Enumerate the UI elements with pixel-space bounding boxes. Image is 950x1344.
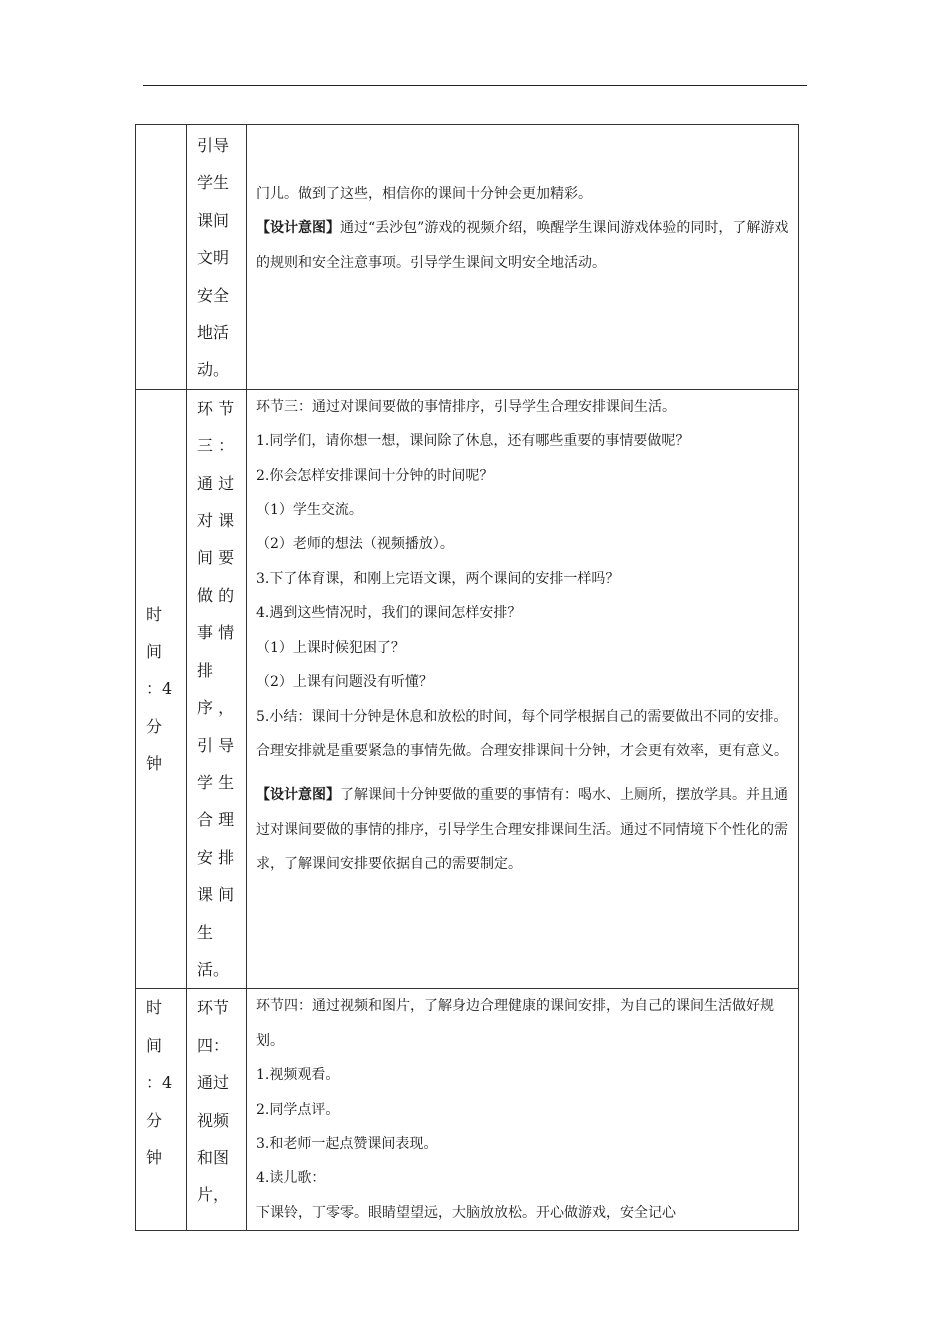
paragraph: （1）学生交流。 bbox=[256, 502, 363, 519]
time-cell bbox=[136, 989, 187, 1231]
time-cell bbox=[136, 125, 187, 390]
time-line: 钟 bbox=[146, 1147, 163, 1167]
design-intent bbox=[256, 778, 790, 881]
paragraph: 3.和老师一起点赞课间表现。 bbox=[256, 1135, 438, 1152]
stage-line: 合 理 bbox=[197, 810, 235, 830]
stage-line: 环节 bbox=[197, 998, 230, 1018]
stage-line: 学生 bbox=[197, 173, 230, 193]
stage-line: 视频 bbox=[197, 1110, 230, 1130]
table-row bbox=[136, 125, 799, 390]
stage-line: 引导 bbox=[197, 136, 230, 155]
paragraph: 环节四：通过视频和图片，了解身边合理健康的课间安排，为自己的课间生活做好规划。 bbox=[256, 998, 774, 1049]
stage-line: 文明 bbox=[197, 248, 230, 268]
stage-line: 引 导 bbox=[197, 735, 235, 755]
paragraph: 5.小结：课间十分钟是休息和放松的时间，每个同学根据自己的需要做出不同的安排。合理安排就是重要紧急的事情先做。合理安排课间十分钟，才会更有效率，更有意义。 bbox=[256, 708, 788, 759]
time-line: 分 bbox=[146, 716, 163, 736]
paragraph: （2）老师的想法（视频播放）。 bbox=[256, 536, 454, 553]
design-intent bbox=[256, 211, 790, 280]
table-row bbox=[136, 989, 799, 1231]
time-line: 间 bbox=[146, 1035, 163, 1055]
stage-line: 学 生 bbox=[197, 772, 235, 792]
time-line: 分 bbox=[146, 1110, 163, 1130]
stage-line: 排 bbox=[197, 660, 214, 680]
stage-line: 通过 bbox=[197, 1073, 230, 1093]
stage-line: 安全 bbox=[197, 285, 230, 305]
design-intent-label: 【设计意图】 bbox=[256, 787, 340, 804]
paragraph: 4.遇到这些情况时，我们的课间怎样安排？ bbox=[256, 605, 522, 622]
content-cell bbox=[247, 125, 799, 390]
stage-line: 序 ， bbox=[197, 698, 235, 718]
stage-cell bbox=[187, 389, 247, 989]
stage-line: 事 情 bbox=[197, 623, 235, 643]
stage-line: 地活 bbox=[197, 323, 230, 343]
stage-line: 片， bbox=[197, 1185, 230, 1205]
stage-line: 动。 bbox=[197, 360, 230, 380]
stage-line: 三 ： bbox=[197, 436, 235, 456]
stage-cell bbox=[187, 125, 247, 390]
paragraph: 门儿。做到了这些，相信你的课间十分钟会更加精彩。 bbox=[256, 186, 592, 202]
paragraph: 下课铃，丁零零。眼睛望望远，大脑放放松。开心做游戏，安全记心 bbox=[256, 1204, 676, 1221]
table-row bbox=[136, 389, 799, 989]
content-cell bbox=[247, 989, 799, 1231]
paragraph: 2.同学点评。 bbox=[256, 1101, 340, 1118]
time-line: ：4 bbox=[146, 1073, 173, 1093]
time-cell bbox=[136, 389, 187, 989]
content-cell bbox=[247, 389, 799, 989]
time-line: 时 bbox=[146, 604, 163, 624]
stage-line: 间 要 bbox=[197, 548, 235, 568]
paragraph: 1.视频观看。 bbox=[256, 1067, 340, 1084]
stage-line: 四： bbox=[197, 1035, 230, 1055]
paragraph: 4.读儿歌： bbox=[256, 1170, 326, 1187]
stage-line: 做 的 bbox=[197, 585, 235, 605]
paragraph: 环节三：通过对课间要做的事情排序，引导学生合理安排课间生活。 bbox=[256, 398, 676, 415]
stage-line: 生 bbox=[197, 922, 214, 942]
paragraph: （1）上课时候犯困了？ bbox=[256, 639, 405, 656]
paragraph: （2）上课有问题没有听懂？ bbox=[256, 674, 433, 691]
design-intent-label: 【设计意图】 bbox=[256, 220, 340, 237]
stage-line: 和图 bbox=[197, 1147, 230, 1167]
paragraph: 2.你会怎样安排课间十分钟的时间呢？ bbox=[256, 467, 494, 484]
stage-line: 课间 bbox=[197, 210, 230, 230]
stage-line: 通 过 bbox=[197, 473, 235, 493]
stage-cell bbox=[187, 989, 247, 1231]
paragraph: 1.同学们，请你想一想，课间除了休息，还有哪些重要的事情要做呢？ bbox=[256, 433, 690, 450]
header-rule bbox=[143, 85, 807, 86]
time-line: ：4 bbox=[146, 679, 173, 699]
stage-line: 活。 bbox=[197, 959, 230, 979]
time-line: 钟 bbox=[146, 754, 163, 774]
lesson-plan-table bbox=[135, 124, 799, 1231]
stage-line: 课 间 bbox=[197, 885, 235, 905]
stage-line: 安 排 bbox=[197, 847, 235, 867]
stage-line: 环 节 bbox=[197, 398, 235, 418]
design-intent-text: 通过“丢沙包”游戏的视频介绍，唤醒学生课间游戏体验的同时，了解游戏的规则和安全注意事项。引导学生课间文明安全地活动。 bbox=[256, 220, 789, 271]
time-line: 时 bbox=[146, 998, 163, 1018]
stage-line: 对 课 bbox=[197, 511, 235, 531]
paragraph: 3.下了体育课，和刚上完语文课，两个课间的安排一样吗？ bbox=[256, 570, 620, 587]
time-line: 间 bbox=[146, 641, 163, 661]
design-intent-text: 了解课间十分钟要做的重要的事情有：喝水、上厕所，摆放学具。并且通过对课间要做的事情的排序，引导学生合理安排课间生活。通过不同情境下个性化的需求，了解课间安排要依据自己的需要制定。 bbox=[256, 787, 788, 873]
